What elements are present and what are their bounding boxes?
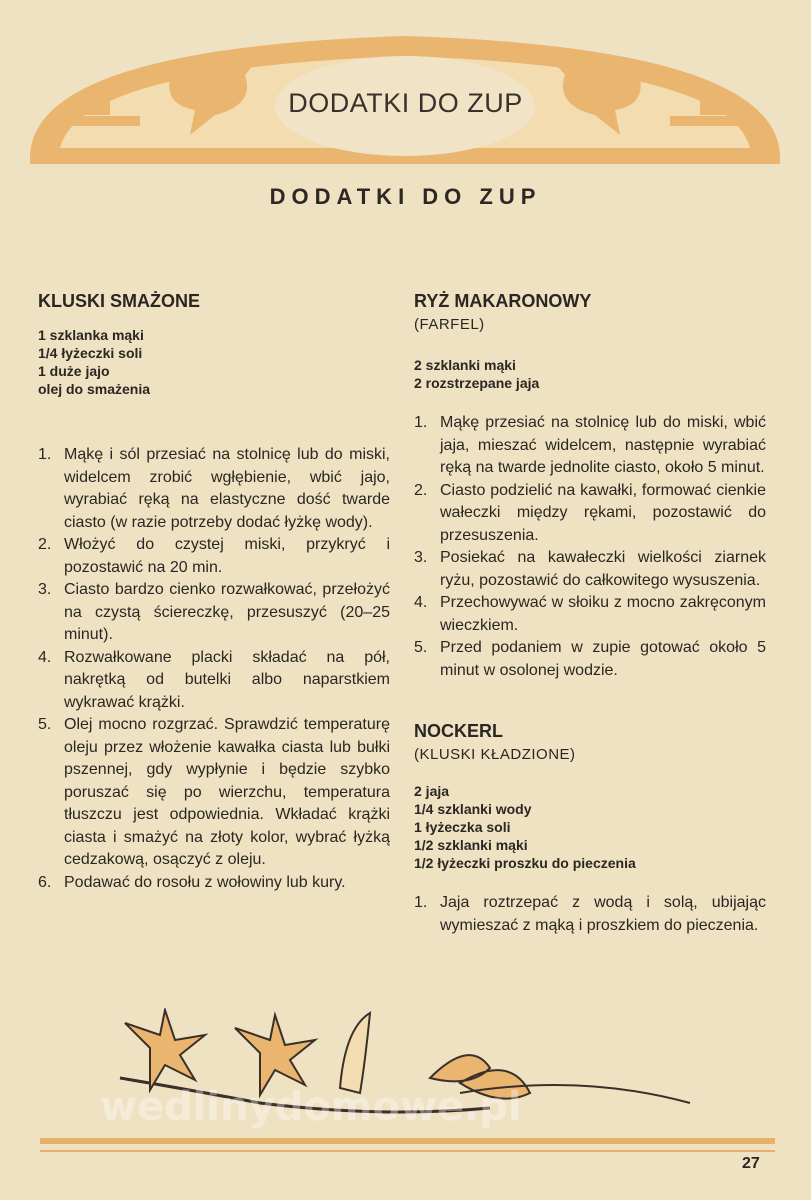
ingredient-item: 2 szklanki mąki	[414, 357, 516, 373]
watermark-text: wedlinydomowe.pl	[100, 1084, 522, 1128]
ingredient-item: olej do smażenia	[38, 381, 151, 397]
step-item	[414, 892, 766, 937]
recipe-subtitle-ryz-makaronowy: (FARFEL)	[414, 316, 485, 333]
steps-kluski-smazone	[38, 444, 390, 894]
ingredient-item: 2 jaja	[414, 783, 450, 799]
step-text: Włożyć do czystej miski, przykryć i pozostawić na 20 min.	[64, 536, 390, 576]
step-item	[414, 637, 766, 682]
step-item	[38, 714, 390, 872]
step-text: Podawać do rosołu z wołowiny lub kury.	[64, 873, 346, 891]
step-number: 2.	[414, 481, 428, 499]
recipe-title-nockerl: NOCKERL	[414, 721, 503, 741]
ingredient-item: 1 łyżeczka soli	[414, 819, 511, 835]
right-column	[414, 290, 766, 937]
step-text: Olej mocno rozgrzać. Sprawdzić temperaturę oleju przez włożenie kawałka ciasta lub bułki pszennej, gdy wypłynie i będzie szybko poruszać się po wierzchu, temperatura tłuszczu jest odpowiednia. Wkładać krążki ciasta i smażyć na złoty kolor, wybrać łyżką cedzakową, osączyć z oleju.	[64, 716, 390, 868]
step-text: Rozwałkowane placki składać na pół, nakrętką od butelki albo naparstkiem wykrawać krążki.	[64, 648, 390, 711]
step-text: Posiekać na kawałeczki wielkości ziarnek ryżu, pozostawić do całkowitego wysuszenia.	[440, 549, 766, 589]
step-text: Przed podaniem w zupie gotować około 5 minut w osolonej wodzie.	[440, 639, 766, 679]
step-number: 4.	[414, 594, 428, 611]
recipe-subtitle-nockerl: (KLUSKI KŁADZIONE)	[414, 746, 576, 763]
ingredient-item: 1 duże jajo	[38, 363, 110, 379]
step-item	[414, 592, 766, 637]
step-text: Jaja roztrzepać z wodą i solą, ubijając wymieszać z mąką i proszkiem do pieczenia.	[440, 894, 766, 934]
ingredients-kluski-smazone	[38, 326, 390, 398]
ingredient-item: 1/4 szklanki wody	[414, 801, 532, 817]
floral-ornament	[100, 1008, 720, 1128]
step-text: Mąkę przesiać na stolnicę lub do miski, wbić jaja, mieszać widelcem, następnie wyrabiać ręką na twarde jednolite ciasto, około 5 minut.	[440, 414, 766, 476]
step-item	[414, 412, 766, 480]
step-text: Mąkę i sól przesiać na stolnicę lub do miski, widelcem zrobić wgłębienie, wbić jajo, wyrabiać ręką na elastyczne dość twarde ciasto (w razie potrzeby dodać łyżkę wody).	[64, 446, 390, 531]
step-number: 1.	[414, 894, 428, 911]
left-column	[38, 290, 390, 894]
steps-ryz-makaronowy	[414, 412, 766, 682]
recipe-title-ryz-makaronowy: RYŻ MAKARONOWY	[414, 291, 592, 311]
step-number: 3.	[38, 581, 52, 598]
step-item	[38, 872, 390, 895]
page-title: DODATKI DO ZUP	[269, 184, 542, 209]
step-number: 4.	[38, 648, 52, 666]
step-number: 2.	[38, 536, 52, 553]
step-number: 6.	[38, 873, 52, 891]
step-item	[38, 444, 390, 534]
recipe-title-kluski-smazone: KLUSKI SMAŻONE	[38, 291, 200, 311]
ingredient-item: 1/4 łyżeczki soli	[38, 345, 143, 361]
ingredients-nockerl	[414, 782, 766, 872]
ingredient-item: 1/2 łyżeczki proszku do pieczenia	[414, 855, 636, 871]
ingredient-item: 2 rozstrzepane jaja	[414, 375, 540, 391]
ingredient-item: 1 szklanka mąki	[38, 327, 144, 343]
steps-nockerl	[414, 892, 766, 937]
step-item	[38, 579, 390, 647]
ingredient-item: 1/2 szklanki mąki	[414, 837, 528, 853]
step-number: 3.	[414, 549, 428, 566]
step-text: Przechowywać w słoiku z mocno zakręconym wieczkiem.	[440, 594, 766, 634]
step-item	[38, 534, 390, 579]
step-text: Ciasto bardzo cienko rozwałkować, przełożyć na czystą ściereczkę, przesuszyć (20–25 minut).	[64, 581, 390, 643]
footer-divider-thin	[40, 1150, 775, 1152]
ingredients-ryz-makaronowy	[414, 356, 766, 392]
page-number: 27	[742, 1155, 760, 1172]
step-text: Ciasto podzielić na kawałki, formować cienkie wałeczki między rękami, pozostawić do przesuszenia.	[440, 481, 766, 544]
step-number: 1.	[414, 414, 428, 431]
step-number: 5.	[414, 639, 428, 656]
step-item	[414, 480, 766, 548]
step-item	[38, 647, 390, 715]
footer-divider	[40, 1138, 775, 1144]
step-number: 5.	[38, 716, 52, 733]
step-item	[414, 547, 766, 592]
step-number: 1.	[38, 446, 52, 463]
banner-title: DODATKI DO ZUP	[288, 88, 523, 118]
